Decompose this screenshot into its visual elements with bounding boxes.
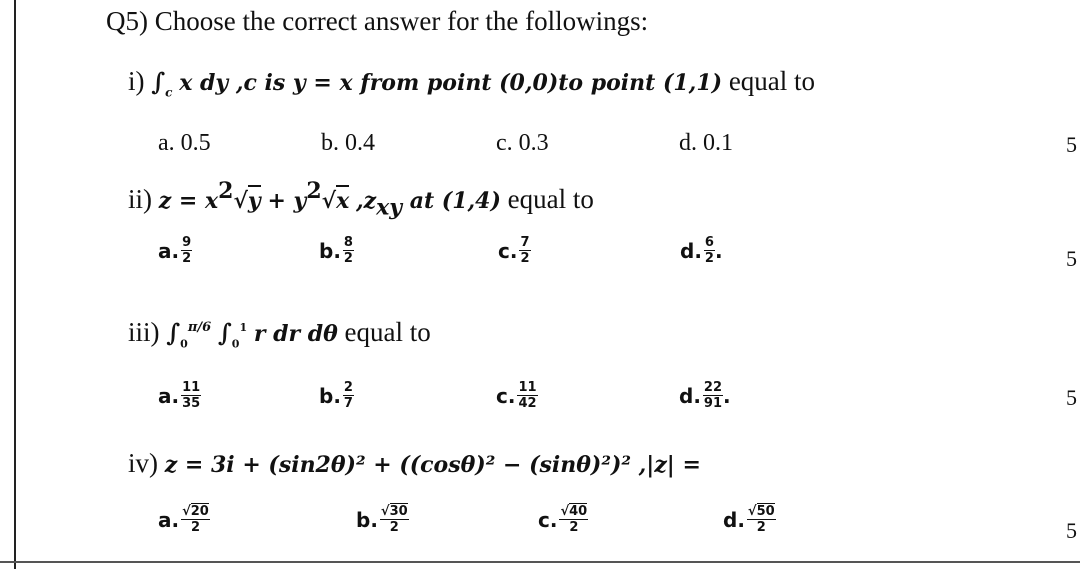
question-i-expression: x dy ,c is y = x from point (0,0)to point (1,1): [179, 70, 723, 96]
q4-option-d[interactable]: [723, 504, 776, 535]
fraction: $\frac{√50}{2}$: [747, 504, 775, 535]
option-letter: d.: [679, 383, 701, 408]
integral-symbol: ∫: [151, 67, 166, 96]
fraction: [703, 380, 723, 411]
denominator: 42: [518, 396, 537, 411]
page-bottom-border: [0, 561, 1080, 563]
denominator: 2: [704, 251, 714, 266]
denominator: 2: [190, 520, 200, 535]
q2-plus-part: + y: [267, 188, 307, 214]
numerator: 22: [703, 380, 723, 395]
q2-z-part: z = x: [158, 188, 219, 214]
q2-radicand-y: y: [248, 185, 261, 214]
question-iii-expression: r dr dθ: [253, 321, 338, 347]
question-iii: [128, 317, 431, 350]
denominator: 2: [343, 251, 353, 266]
fraction: $\frac{√40}{2}$: [560, 504, 588, 535]
numerator: 9: [182, 235, 192, 250]
fraction: $\frac{√20}{2}$: [182, 504, 209, 535]
q2-option-c[interactable]: [498, 235, 531, 266]
numerator-radicand: 40: [569, 504, 588, 519]
fraction: $\frac{√30}{2}$: [380, 504, 408, 535]
q2-zxy: ,z: [356, 188, 377, 214]
question-i-tail: equal to: [728, 66, 816, 96]
question-ii-label: ii): [128, 184, 152, 214]
option-letter: b.: [319, 238, 341, 263]
question-title: Q5) Choose the correct answer for the followings:: [106, 6, 649, 36]
q3-option-d[interactable]: [679, 380, 733, 411]
outer-upper-limit: π/6: [187, 320, 212, 335]
q2-zxy-sub: xy: [376, 194, 403, 221]
q4-mark: 5: [1066, 518, 1077, 543]
q3-option-c[interactable]: [496, 380, 538, 411]
fraction: [519, 235, 530, 266]
option-letter: b.: [356, 507, 378, 532]
denominator: 35: [182, 396, 201, 411]
question-iv-label: iv): [128, 448, 158, 478]
inner-lower-limit: 0: [231, 337, 240, 351]
option-letter: c.: [538, 507, 558, 532]
question-iv-expression: z = 3i + (sin2θ)² + ((cosθ)² − (sinθ)²)² ,|z| =: [164, 452, 701, 478]
q2-option-b[interactable]: [319, 235, 354, 266]
outer-lower-limit: 0: [180, 337, 188, 351]
option-letter: b.: [319, 383, 341, 408]
q2-square: 2: [218, 178, 234, 204]
numerator: 6: [704, 235, 714, 250]
fraction: [517, 380, 537, 411]
q1-option-d[interactable]: d. 0.1: [679, 130, 733, 156]
q4-option-c[interactable]: [538, 504, 588, 535]
numerator-radicand: 30: [389, 504, 408, 519]
option-letter: d.: [723, 507, 745, 532]
fraction: [343, 380, 354, 411]
fraction: [704, 235, 715, 266]
trailing-dot: .: [714, 238, 723, 263]
option-letter: a.: [158, 383, 180, 408]
denominator: 91: [703, 396, 723, 411]
numerator-radicand: 50: [756, 504, 775, 519]
q3-option-a[interactable]: [158, 380, 201, 411]
page-left-border: [14, 0, 16, 569]
q3-option-b[interactable]: [319, 380, 354, 411]
question-i-label: i): [128, 66, 145, 96]
question-iv: [128, 448, 701, 479]
option-letter: a.: [158, 507, 180, 532]
fraction: [343, 235, 354, 266]
numerator: 7: [520, 235, 530, 250]
integral-symbol-inner: ∫: [217, 318, 232, 347]
fraction: [181, 380, 201, 411]
inner-upper-limit: 1: [239, 321, 248, 334]
q2-mark: 5: [1066, 246, 1077, 271]
q4-option-b[interactable]: [356, 504, 409, 535]
q1-option-a[interactable]: a. 0.5: [158, 130, 211, 156]
q4-option-a[interactable]: [158, 504, 210, 535]
question-ii-tail: equal to: [507, 184, 594, 214]
q1-mark: 5: [1066, 132, 1077, 157]
numerator: 2: [343, 380, 353, 395]
numerator: 8: [343, 235, 353, 250]
integral-subscript: c: [165, 85, 173, 100]
q2-radicand-x: x: [336, 185, 349, 214]
denominator: 2: [756, 520, 766, 535]
trailing-dot: .: [723, 383, 731, 408]
q2-option-d[interactable]: [680, 235, 725, 266]
q2-at: at (1,4): [402, 188, 501, 214]
question-i: [128, 66, 815, 99]
q2-square-2: 2: [306, 178, 322, 204]
denominator: 2: [520, 251, 530, 266]
option-letter: c.: [498, 238, 518, 263]
fraction: [181, 235, 192, 266]
q1-option-b[interactable]: b. 0.4: [321, 130, 375, 156]
denominator: 7: [343, 396, 353, 411]
numerator: 11: [518, 380, 537, 395]
numerator: 11: [182, 380, 201, 395]
numerator-radicand: 20: [190, 504, 209, 519]
q3-mark: 5: [1066, 385, 1077, 410]
integral-symbol-outer: ∫: [166, 318, 181, 347]
q2-option-a[interactable]: [158, 235, 192, 266]
option-letter: c.: [496, 383, 516, 408]
option-letter: a.: [158, 238, 180, 263]
question-iii-label: iii): [128, 317, 160, 347]
question-iii-tail: equal to: [344, 317, 431, 347]
q1-option-c[interactable]: c. 0.3: [496, 130, 549, 156]
question-ii: ii) $z = x^2√y + y^2√x$ $,z_{xy}$ at (1,4) equal to: [128, 178, 594, 221]
denominator: 2: [389, 520, 399, 535]
option-letter: d.: [680, 238, 702, 263]
denominator: 2: [182, 251, 192, 266]
denominator: 2: [569, 520, 579, 535]
